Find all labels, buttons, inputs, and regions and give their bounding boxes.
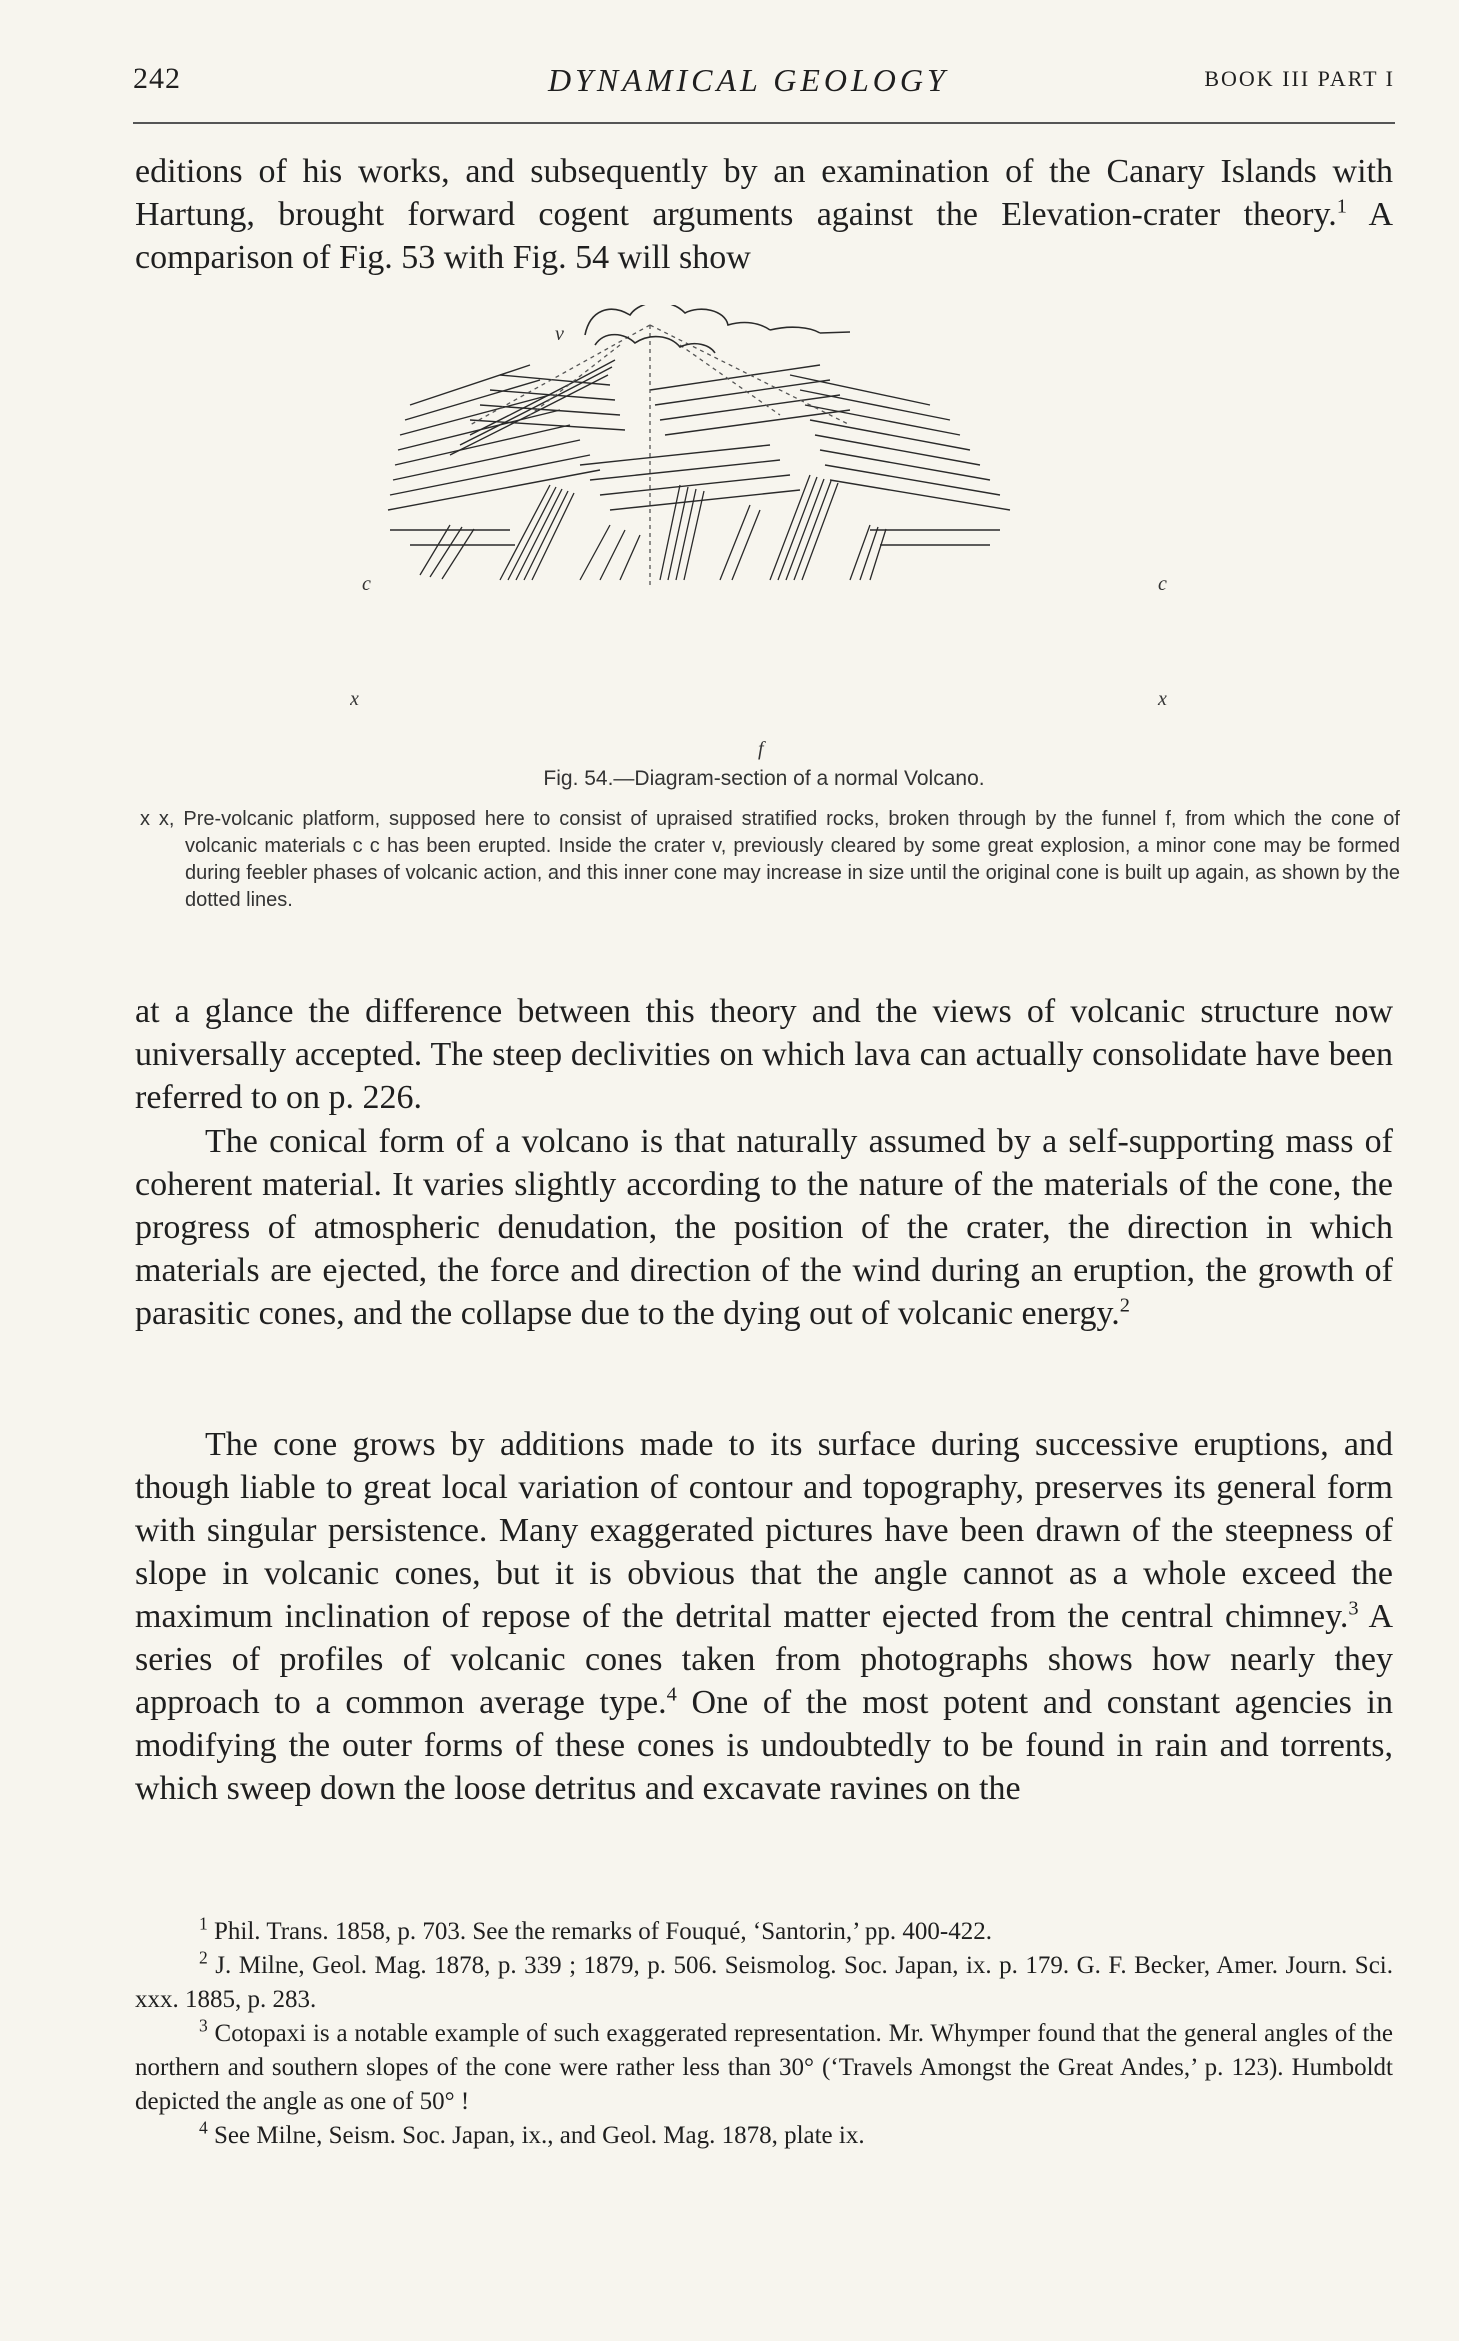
book-part-label: BOOK III PART I [1204, 66, 1395, 91]
footnote-ref-4: 4 [666, 1683, 677, 1706]
figure-label-x-left: x [350, 688, 359, 710]
paragraph-2: at a glance the difference between this theory and the views of volcanic structure now universally accepted. The steep declivities on which lava can actually consolidate have been referred to on p. 226. [135, 993, 1393, 1116]
paragraph-3-text: The conical form of a volcano is that naturally assumed by a self-supporting mass of coherent material. It varies slightly according to the nature of the materials of the cone, the progress of atmospheric denudation, the position of the crater, the direction in which materials are ejected, the force and direction of the wind during an eruption, the growth of parasitic cones, and the collapse due to the dying out of volcanic energy. [135, 1123, 1393, 1332]
volcano-section-figure [350, 305, 1190, 765]
footnote-2 [135, 1949, 1393, 2017]
footnote-1-text: Phil. Trans. 1858, p. 703. See the remarks of Fouqué, ‘Santorin,’ pp. 400-422. [207, 1918, 992, 1945]
paragraph-4-part-a: The cone grows by additions made to its surface during successive eruptions, and though liable to great local variation of contour and topography, preserves its general form with singular persistence. Many exaggerated pictures have been drawn of the steepness of slope in volcanic cones, but it is obvious that the angle cannot as a whole exceed the maximum inclination of repose of the detrital matter ejected from the central chimney. [135, 1426, 1393, 1635]
footnote-2-text: J. Milne, Geol. Mag. 1878, p. 339 ; 1879, p. 506. Seismolog. Soc. Japan, ix. p. 179. G. F. Becker, Amer. Journ. Sci. xxx. 1885, p. 283. [135, 1952, 1393, 2013]
figure-caption-body: x x, Pre-volcanic platform, supposed here to consist of upraised stratified rocks, broken through by the funnel f, from which the cone of volcanic materials c c has been erupted. Inside the crater v, previously cleared by some great explosion, a minor cone may be formed during feebler phases of volcanic action, and this inner cone may increase in size until the original cone is built up again, as shown by the dotted lines. [140, 808, 1400, 911]
footnote-3-mark: 3 [199, 2015, 208, 2036]
footnote-4 [135, 2119, 1393, 2153]
footnote-3-text: Cotopaxi is a notable example of such exaggerated representation. Mr. Whymper found that the general angles of the northern and southern slopes of the cone were rather less than 30° (‘Travels Amongst the Great Andes,’ p. 123). Humboldt depicted the angle as one of 50° ! [135, 2020, 1393, 2115]
footnote-ref-2: 2 [1119, 1294, 1130, 1317]
footnotes [135, 1915, 1393, 2153]
footnote-4-text: See Milne, Seism. Soc. Japan, ix., and Geol. Mag. 1878, plate ix. [207, 2122, 865, 2149]
figure-caption-title: Fig. 54.—Diagram-section of a normal Volcano. [543, 767, 985, 790]
paragraph-1-tail: A comparison of Fig. 53 with Fig. 54 will show [135, 196, 1394, 276]
paragraph-4-part-c: One of the most potent and constant agencies in modifying the outer forms of these cones is undoubtedly to be found in rain and torrents, which sweep down the loose detritus and excavate ravines on the [135, 1684, 1393, 1807]
figure-label-x-right: x [1158, 688, 1167, 710]
paragraph-4 [135, 1423, 1393, 1810]
footnote-1 [135, 1915, 1393, 1949]
paragraph-4-part-b: A series of profiles of volcanic cones taken from photographs shows how nearly they approach to a common average type. [135, 1598, 1393, 1721]
footnote-2-mark: 2 [199, 1947, 208, 1968]
figure-label-c-right: c [1158, 573, 1167, 595]
header-rule [133, 122, 1395, 124]
footnote-3 [135, 2017, 1393, 2119]
figure-label-f: f [758, 738, 764, 760]
paragraph-1 [135, 150, 1393, 279]
footnote-4-mark: 4 [199, 2117, 208, 2138]
figure-label-v: v [555, 323, 564, 345]
paragraph-3 [135, 1120, 1393, 1335]
footnote-1-mark: 1 [199, 1913, 208, 1934]
running-title: DYNAMICAL GEOLOGY [548, 62, 949, 98]
figure-label-c-left: c [362, 573, 371, 595]
footnote-ref-3: 3 [1348, 1597, 1359, 1620]
footnote-ref-1: 1 [1336, 195, 1347, 218]
paragraph-1-text: editions of his works, and subsequently by an examination of the Canary Islands with Hartung, brought forward cogent arguments against the Elevation-crater theory. [135, 153, 1393, 233]
running-header [133, 62, 1395, 112]
page-number: 242 [133, 62, 181, 95]
